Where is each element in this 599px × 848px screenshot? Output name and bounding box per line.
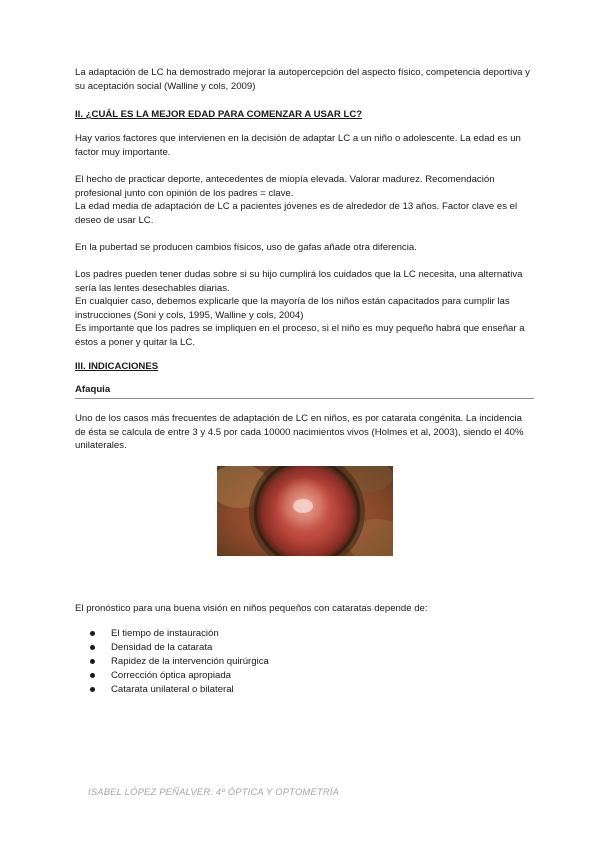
bullet-icon — [90, 631, 95, 636]
list-item: Densidad de la catarata — [90, 641, 269, 655]
page-footer: ISABEL LÓPEZ PEÑALVER. 4º ÓPTICA Y OPTOMETRÍA — [88, 786, 340, 797]
paragraph-factors: Hay varios factores que intervienen en la decisión de adaptar LC a un niño o adolescente. La edad es un factor muy importante. — [75, 133, 521, 158]
section-divider — [75, 398, 534, 399]
bullet-icon — [90, 645, 95, 650]
subheading-afaquia: Afaquia — [75, 384, 111, 395]
bullet-icon — [90, 687, 95, 692]
heading-section-2: II. ¿CUÁL ES LA MEJOR EDAD PARA COMENZAR A USAR LC? — [75, 109, 363, 120]
paragraph-puberty: En la pubertad se producen cambios físicos, uso de gafas añade otra diferencia. — [75, 242, 417, 253]
list-item: Corrección óptica apropiada — [90, 669, 269, 683]
heading-section-3: III. INDICACIONES — [75, 361, 159, 372]
paragraph-average-age: La edad media de adaptación de LC a pacientes jóvenes es de alrededor de 13 años. Factor clave es el deseo de usar LC. — [75, 201, 518, 226]
bullet-icon — [90, 659, 95, 664]
bullet-icon — [90, 673, 95, 678]
paragraph-parents-involvement: Es importante que los padres se impliquen en el proceso, si el niño es muy pequeño habrá que enseñar a éstos a poner y quitar la LC. — [75, 323, 525, 348]
paragraph-cataract-incidence: Uno de los casos más frecuentes de adaptación de LC en niños, es por catarata congénita. La incidencia de ésta se calcula de entre 3 y 4.5 por cada 10000 nacimientos vivos (Holmes et al, 2003), siendo el 40% unilaterales. — [75, 413, 524, 452]
list-item: El tiempo de instauración — [90, 627, 269, 641]
cataract-eye-photo — [217, 466, 393, 556]
paragraph-sports: El hecho de practicar deporte, antecedentes de miopía elevada. Valorar madurez. Recomendación profesional junto con opinión de los padres = clave. — [75, 174, 495, 199]
list-item: Rapidez de la intervención quirúrgica — [90, 655, 269, 669]
paragraph-prognosis: El pronóstico para una buena visión en niños pequeños con cataratas depende de: — [75, 603, 428, 614]
prognosis-factor-list — [90, 627, 269, 697]
paragraph-instructions: En cualquier caso, debemos explicarle que la mayoría de los niños están capacitados para cumplir las instrucciones (Soni y cols, 1995, Walline y cols, 2004) — [75, 296, 510, 321]
paragraph-lc-benefits: La adaptación de LC ha demostrado mejorar la autopercepción del aspecto físico, competencia deportiva y su aceptación social (Walline y cols, 2009) — [75, 67, 530, 92]
paragraph-parents-doubts: Los padres pueden tener dudas sobre si su hijo cumplirá los cuidados que la LC necesita, una alternativa sería las lentes desechables diarias. — [75, 269, 523, 294]
list-item: Catarata unilateral o bilateral — [90, 683, 269, 697]
